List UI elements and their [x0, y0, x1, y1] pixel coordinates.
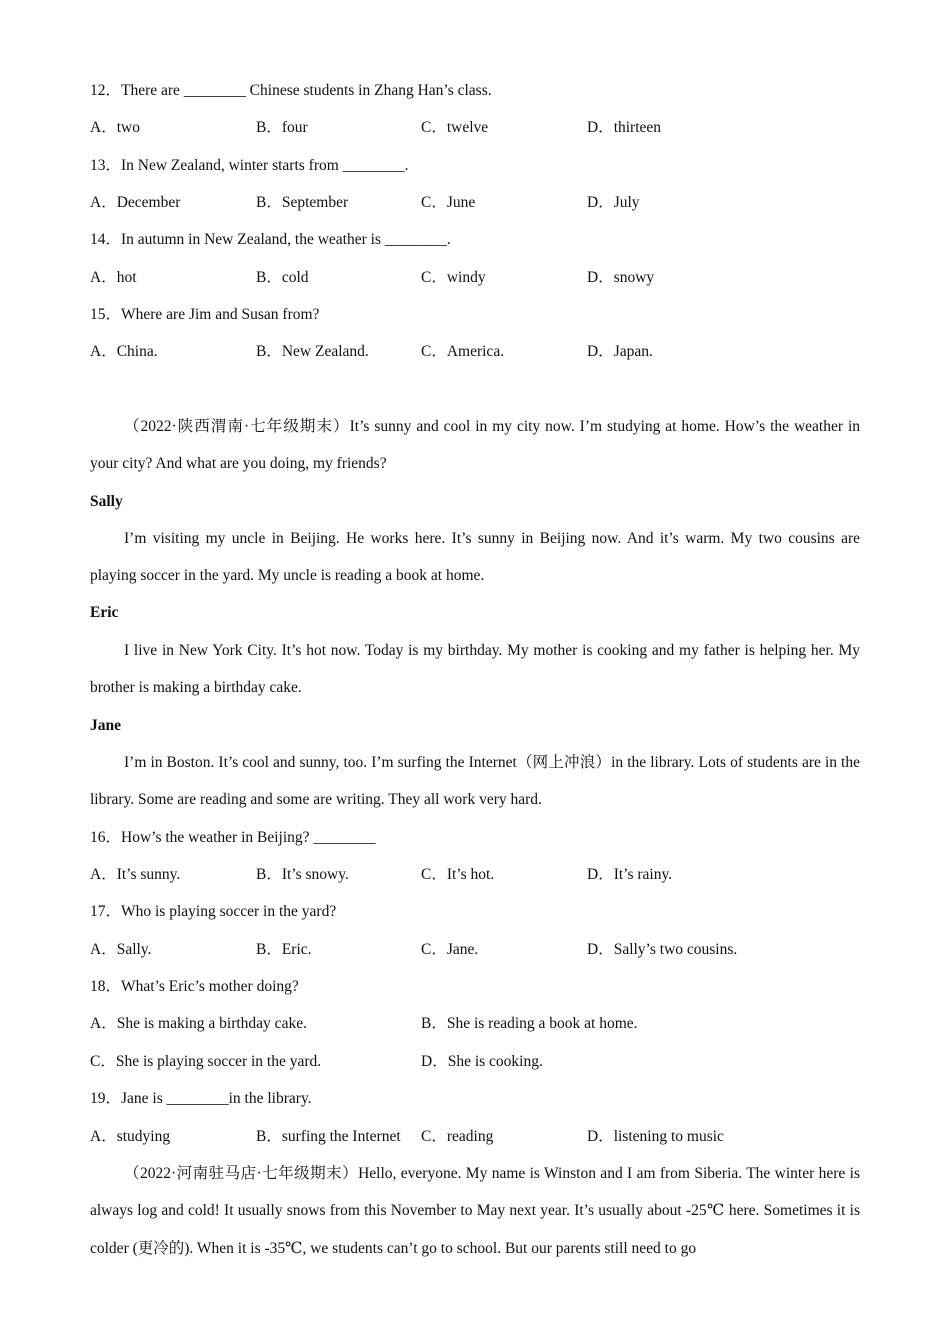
- option-b: B．September: [256, 194, 349, 211]
- question-18-stem: 18．What’s Eric’s mother doing?: [90, 978, 299, 995]
- passage-2-text-eric: I live in New York City. It’s hot now. Today is my birthday. My mother is cooking and my father is helping her. My brother is making a birthday cake.: [90, 642, 860, 697]
- question-19-options: [90, 1127, 870, 1147]
- passage-2-text-jane: I’m in Boston. It’s cool and sunny, too. I’m surfing the Internet（网上冲浪）in the library. Lots of students are in the library. Some are reading and some are writing. They all work very hard.: [90, 754, 860, 809]
- question-13-stem: 13．In New Zealand, winter starts from ________.: [90, 157, 409, 174]
- passage-2-name-sally: Sally: [90, 493, 123, 510]
- option-c: C．America.: [421, 343, 505, 360]
- option-a: A．It’s sunny.: [90, 866, 181, 883]
- option-d: D．snowy: [587, 269, 655, 286]
- option-d: D．Japan.: [587, 343, 653, 360]
- question-14-options: [90, 268, 870, 288]
- option-a: A．She is making a birthday cake.: [90, 1015, 307, 1032]
- passage-2-text-sally: I’m visiting my uncle in Beijing. He works here. It’s sunny in Beijing now. And it’s warm. My two cousins are playing soccer in the yard. My uncle is reading a book at home.: [90, 530, 860, 585]
- option-a: A．studying: [90, 1128, 171, 1145]
- question-13-options: [90, 193, 870, 213]
- option-a: A．China.: [90, 343, 158, 360]
- option-a: A．Sally.: [90, 941, 152, 958]
- passage-3-text: （2022·河南驻马店·七年级期末）Hello, everyone. My name is Winston and I am from Siberia. The winter here is always log and cold! It usually snows from this November to May next year. It’s usually about -25℃ here. Sometimes it is colder (更冷的). When it is -35℃, we students can’t go to school. But our parents still need to go: [90, 1165, 860, 1257]
- question-15-options: [90, 342, 870, 362]
- option-c: C．June: [421, 194, 476, 211]
- option-c: C．Jane.: [421, 941, 479, 958]
- option-d: D．Sally’s two cousins.: [587, 941, 738, 958]
- option-a: A．hot: [90, 269, 137, 286]
- question-15-stem: 15．Where are Jim and Susan from?: [90, 306, 320, 323]
- option-d: D．thirteen: [587, 119, 662, 136]
- question-12-stem: 12．There are ________ Chinese students in Zhang Han’s class.: [90, 82, 492, 99]
- question-17-options: [90, 940, 870, 960]
- option-c: C．windy: [421, 269, 486, 286]
- option-a: A．two: [90, 119, 140, 136]
- option-b: B．It’s snowy.: [256, 866, 349, 883]
- option-d: D．listening to music: [587, 1128, 724, 1145]
- option-c: C．twelve: [421, 119, 489, 136]
- question-16-stem: 16．How’s the weather in Beijing? ________: [90, 829, 376, 846]
- question-19-stem: 19．Jane is ________in the library.: [90, 1090, 312, 1107]
- option-b: B．Eric.: [256, 941, 312, 958]
- option-d: D．July: [587, 194, 640, 211]
- question-12-options: [90, 118, 870, 138]
- option-d: D．It’s rainy.: [587, 866, 673, 883]
- question-18-options-row2: [90, 1052, 870, 1072]
- option-b: B．cold: [256, 269, 309, 286]
- option-b: B．New Zealand.: [256, 343, 369, 360]
- passage-2-intro: （2022·陕西渭南·七年级期末）It’s sunny and cool in my city now. I’m studying at home. How’s the weather in your city? And what are you doing, my friends?: [90, 418, 860, 473]
- option-c: C．It’s hot.: [421, 866, 495, 883]
- question-16-options: [90, 865, 870, 885]
- option-b: B．surfing the Internet: [256, 1128, 401, 1145]
- passage-2-name-eric: Eric: [90, 604, 119, 621]
- option-a: A．December: [90, 194, 181, 211]
- question-18-options-row1: [90, 1014, 870, 1034]
- question-17-stem: 17．Who is playing soccer in the yard?: [90, 903, 337, 920]
- passage-2-name-jane: Jane: [90, 717, 121, 734]
- option-b: B．four: [256, 119, 308, 136]
- option-c: C．She is playing soccer in the yard.: [90, 1053, 322, 1070]
- option-b: B．She is reading a book at home.: [421, 1015, 638, 1032]
- question-14-stem: 14．In autumn in New Zealand, the weather is ________.: [90, 231, 451, 248]
- option-d: D．She is cooking.: [421, 1053, 543, 1070]
- option-c: C．reading: [421, 1128, 494, 1145]
